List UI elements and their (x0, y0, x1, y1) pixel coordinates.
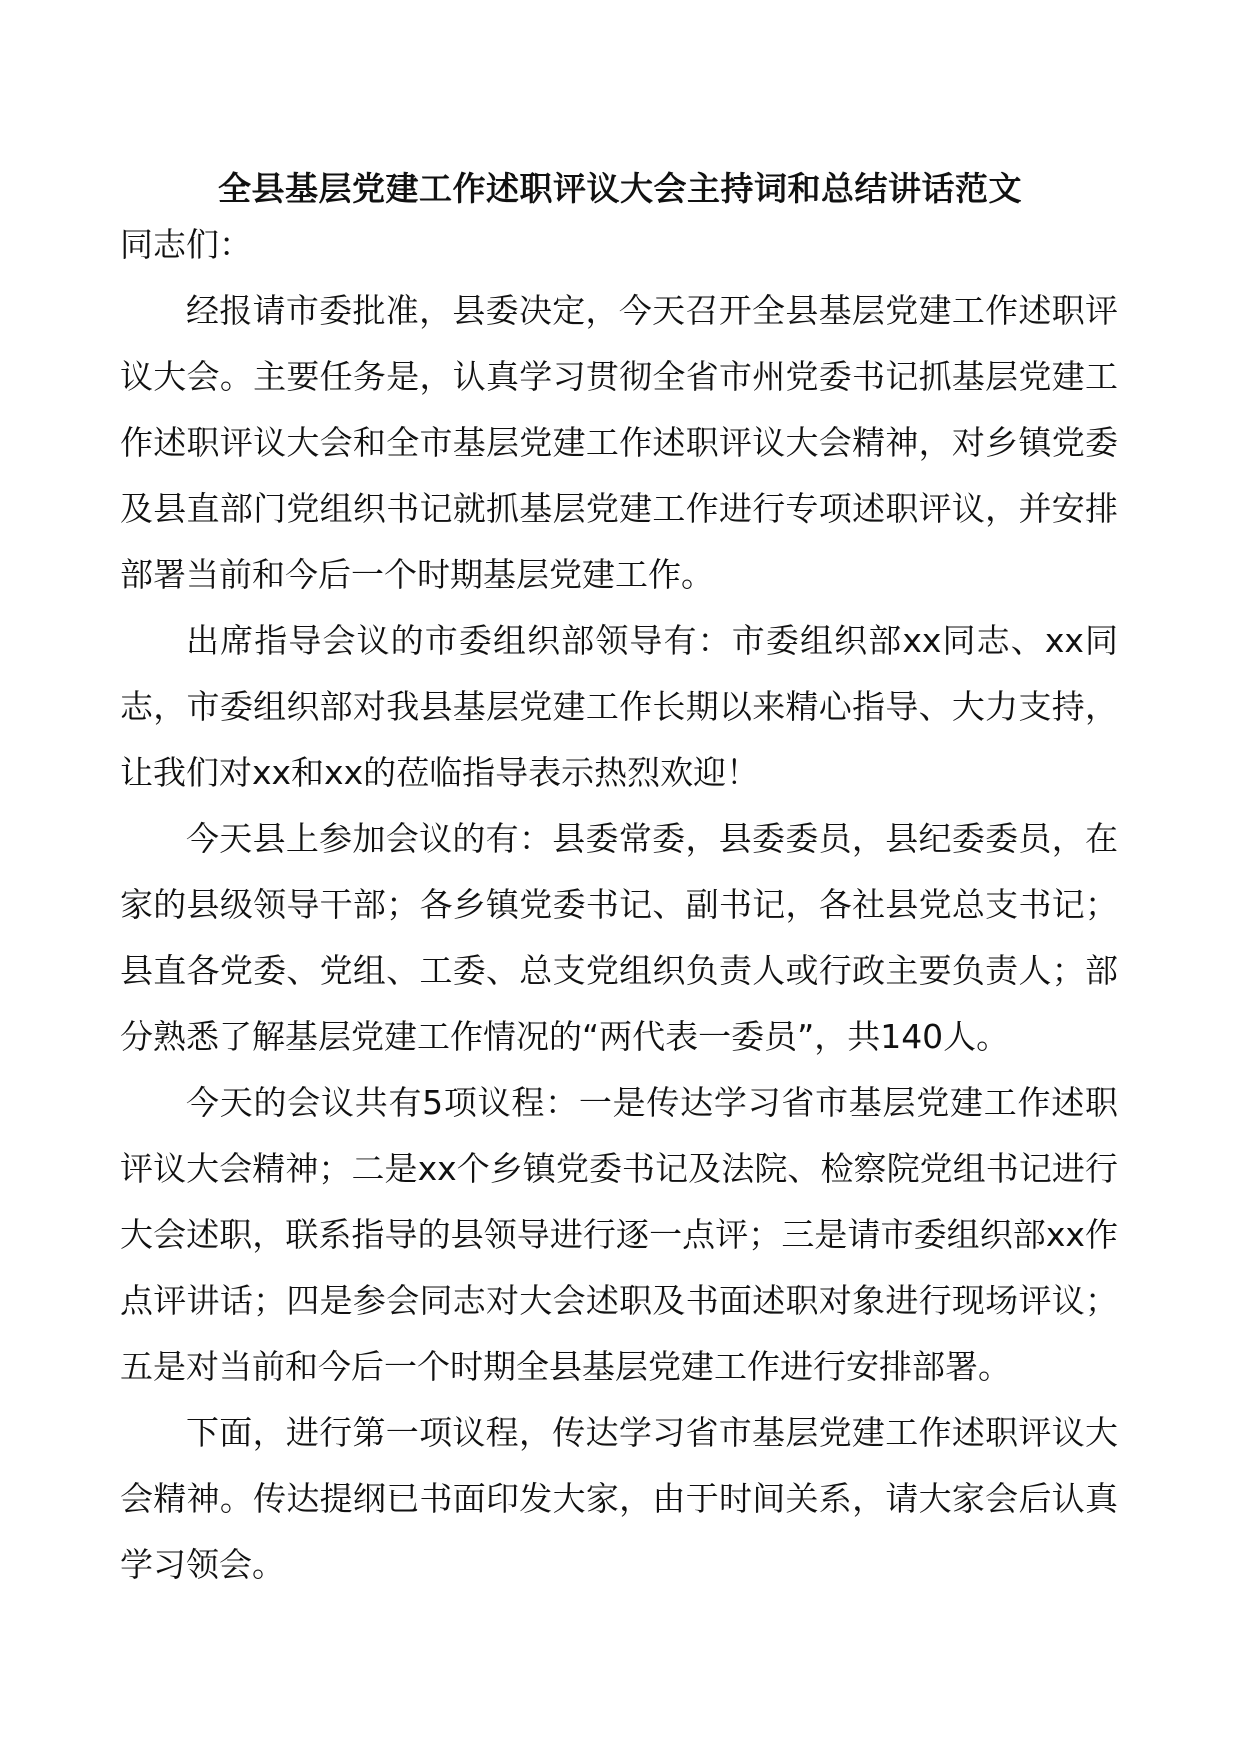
salutation: 同志们： (120, 225, 252, 264)
document-body (120, 212, 1118, 1598)
document-title: 全县基层党建工作述职评议大会主持词和总结讲话范文 (218, 169, 1022, 209)
paragraph-attendees: 今天县上参加会议的有：县委常委，县委委员，县纪委委员，在家的县级领导干部；各乡镇党委书记、副书记，各社县党总支书记；县直各党委、党组、工委、总支党组织负责人或行政主要负责人；部分熟悉了解基层党建工作情况的“两代表一委员”，共140人。 (120, 819, 1118, 1056)
paragraph-guests: 出席指导会议的市委组织部领导有：市委组织部xx同志、xx同志，市委组织部对我县基层党建工作长期以来精心指导、大力支持，让我们对xx和xx的莅临指导表示热烈欢迎！ (120, 621, 1118, 792)
paragraph-first-item: 下面，进行第一项议程，传达学习省市基层党建工作述职评议大会精神。传达提纲已书面印发大家，由于时间关系，请大家会后认真学习领会。 (120, 1413, 1118, 1584)
paragraph-opening: 经报请市委批准，县委决定，今天召开全县基层党建工作述职评议大会。主要任务是，认真学习贯彻全省市州党委书记抓基层党建工作述职评议大会和全市基层党建工作述职评议大会精神，对乡镇党委及县直部门党组织书记就抓基层党建工作进行专项述职评议，并安排部署当前和今后一个时期基层党建工作。 (120, 291, 1118, 594)
paragraph-agenda: 今天的会议共有5项议程：一是传达学习省市基层党建工作述职评议大会精神；二是xx个乡镇党委书记及法院、检察院党组书记进行大会述职，联系指导的县领导进行逐一点评；三是请市委组织部xx作点评讲话；四是参会同志对大会述职及书面述职对象进行现场评议；五是对当前和今后一个时期全县基层党建工作进行安排部署。 (120, 1083, 1118, 1386)
